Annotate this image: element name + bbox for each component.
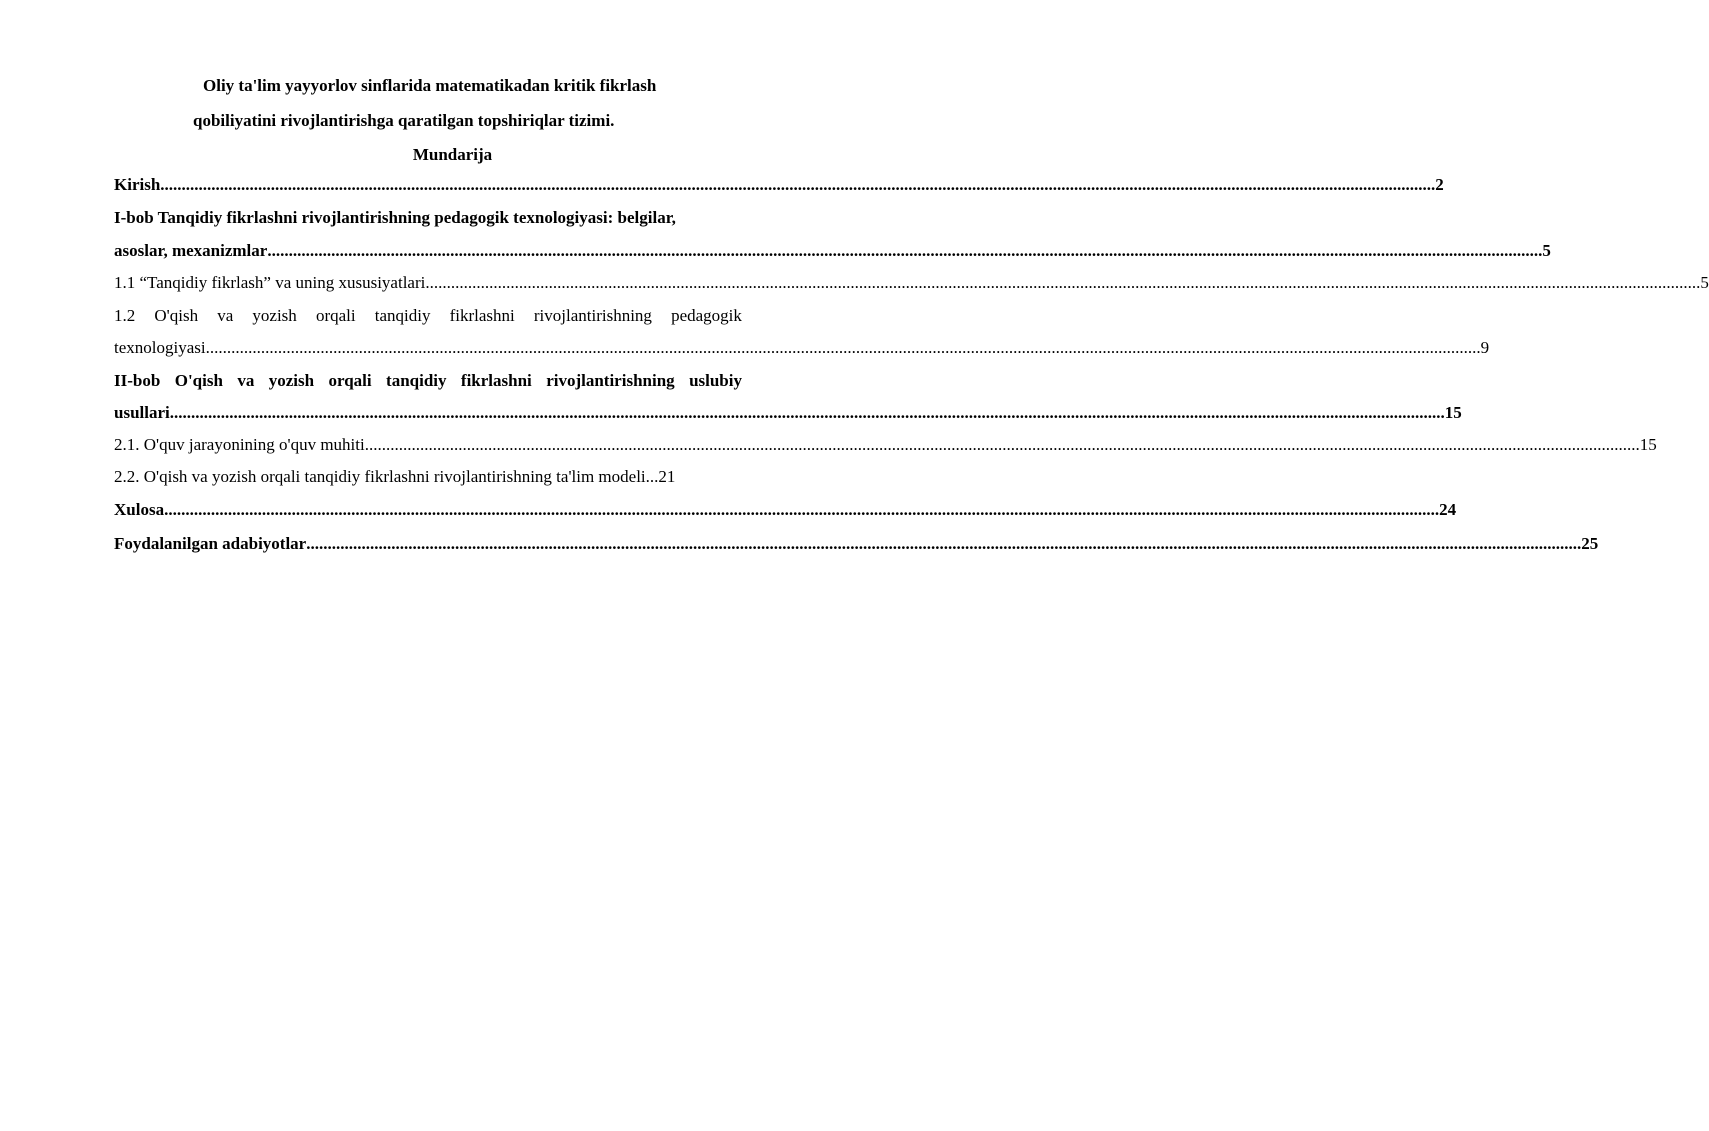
toc-entry-label: 2.1. O'quv jarayonining o'quv muhiti [114, 435, 365, 454]
toc-section-2-2: 2.2. O'qish va yozish orqali tanqidiy fikrlashni rivojlantirishning ta'lim modeli...21 [114, 467, 676, 486]
toc-chapter-2-line-2 [114, 402, 1462, 424]
toc-dot-leader: ............................................................................................................................................................................................................................................................................................................ [205, 338, 1481, 357]
toc-word: va [237, 371, 255, 390]
toc-page-number: 9 [1480, 338, 1490, 357]
toc-word: pedagogik [671, 306, 742, 325]
toc-word: yozish [268, 371, 315, 390]
toc-word: O'qish [154, 306, 199, 325]
toc-section-1-2-line-1 [114, 305, 742, 327]
toc-page-number: 5 [1542, 241, 1551, 260]
toc-page-number: 15 [1444, 403, 1462, 422]
toc-page-number: 2 [1435, 175, 1444, 194]
toc-entry-kirish [114, 174, 1444, 196]
toc-page-number: 15 [1639, 435, 1657, 454]
toc-dot-leader: ............................................................................................................................................................................................................................................................................................................ [164, 500, 1440, 519]
toc-word: orqali [328, 371, 372, 390]
toc-page-number: 24 [1439, 500, 1457, 519]
toc-dot-leader: ............................................................................................................................................................................................................................................................................................................ [306, 534, 1582, 553]
toc-entry-xulosa [114, 499, 1457, 521]
toc-entry-label: texnologiyasi [114, 338, 206, 357]
document-title-line-2: qobiliyatini rivojlantirishga qaratilgan topshiriqlar tizimi. [193, 111, 615, 130]
toc-entry-label: usullari [114, 403, 170, 422]
toc-chapter-1-line-1: I-bob Tanqidiy fikrlashni rivojlantirishning pedagogik texnologiyasi: belgilar, [114, 208, 676, 227]
toc-word: tanqidiy [374, 306, 431, 325]
toc-entry-label: 1.1 “Tanqidiy fikrlash” va uning xususiyatlari [114, 273, 426, 292]
toc-entry-label: asoslar, mexanizmlar [114, 241, 268, 260]
toc-word: yozish [252, 306, 297, 325]
toc-word: fikrlashni [449, 306, 515, 325]
toc-word: rivojlantirishning [533, 306, 652, 325]
toc-page-number: 5 [1700, 273, 1709, 292]
toc-dot-leader: ............................................................................................................................................................................................................................................................................................................ [425, 273, 1701, 292]
toc-word: tanqidiy [386, 371, 447, 390]
toc-section-1-1 [114, 272, 1709, 294]
toc-word: uslubiy [689, 371, 742, 390]
toc-heading: Mundarija [412, 145, 493, 164]
toc-word: orqali [315, 306, 356, 325]
toc-chapter-1-line-2 [114, 240, 1551, 262]
toc-dot-leader: ............................................................................................................................................................................................................................................................................................................ [169, 403, 1445, 422]
toc-entry-label: Xulosa [114, 500, 165, 519]
toc-word: II-bob [114, 371, 161, 390]
toc-word: va [217, 306, 234, 325]
toc-word: rivojlantirishning [546, 371, 675, 390]
toc-section-1-2-line-2 [114, 337, 1490, 359]
toc-word: O'qish [174, 371, 223, 390]
toc-entry-label: Foydalanilgan adabiyotlar [114, 534, 307, 553]
document-title-line-1: Oliy ta'lim yayyorlov sinflarida matematikadan kritik fikrlash [203, 76, 657, 95]
toc-entry-references [114, 533, 1599, 555]
toc-dot-leader: ............................................................................................................................................................................................................................................................................................................ [267, 241, 1543, 260]
toc-dot-leader: ............................................................................................................................................................................................................................................................................................................ [160, 175, 1436, 194]
toc-dot-leader: ............................................................................................................................................................................................................................................................................................................ [364, 435, 1640, 454]
toc-entry-label: Kirish [114, 175, 161, 194]
toc-section-2-1 [114, 434, 1657, 456]
toc-page-number: 25 [1581, 534, 1599, 553]
toc-word: fikrlashni [460, 371, 532, 390]
toc-word: 1.2 [114, 306, 136, 325]
toc-chapter-2-line-1 [114, 370, 742, 392]
